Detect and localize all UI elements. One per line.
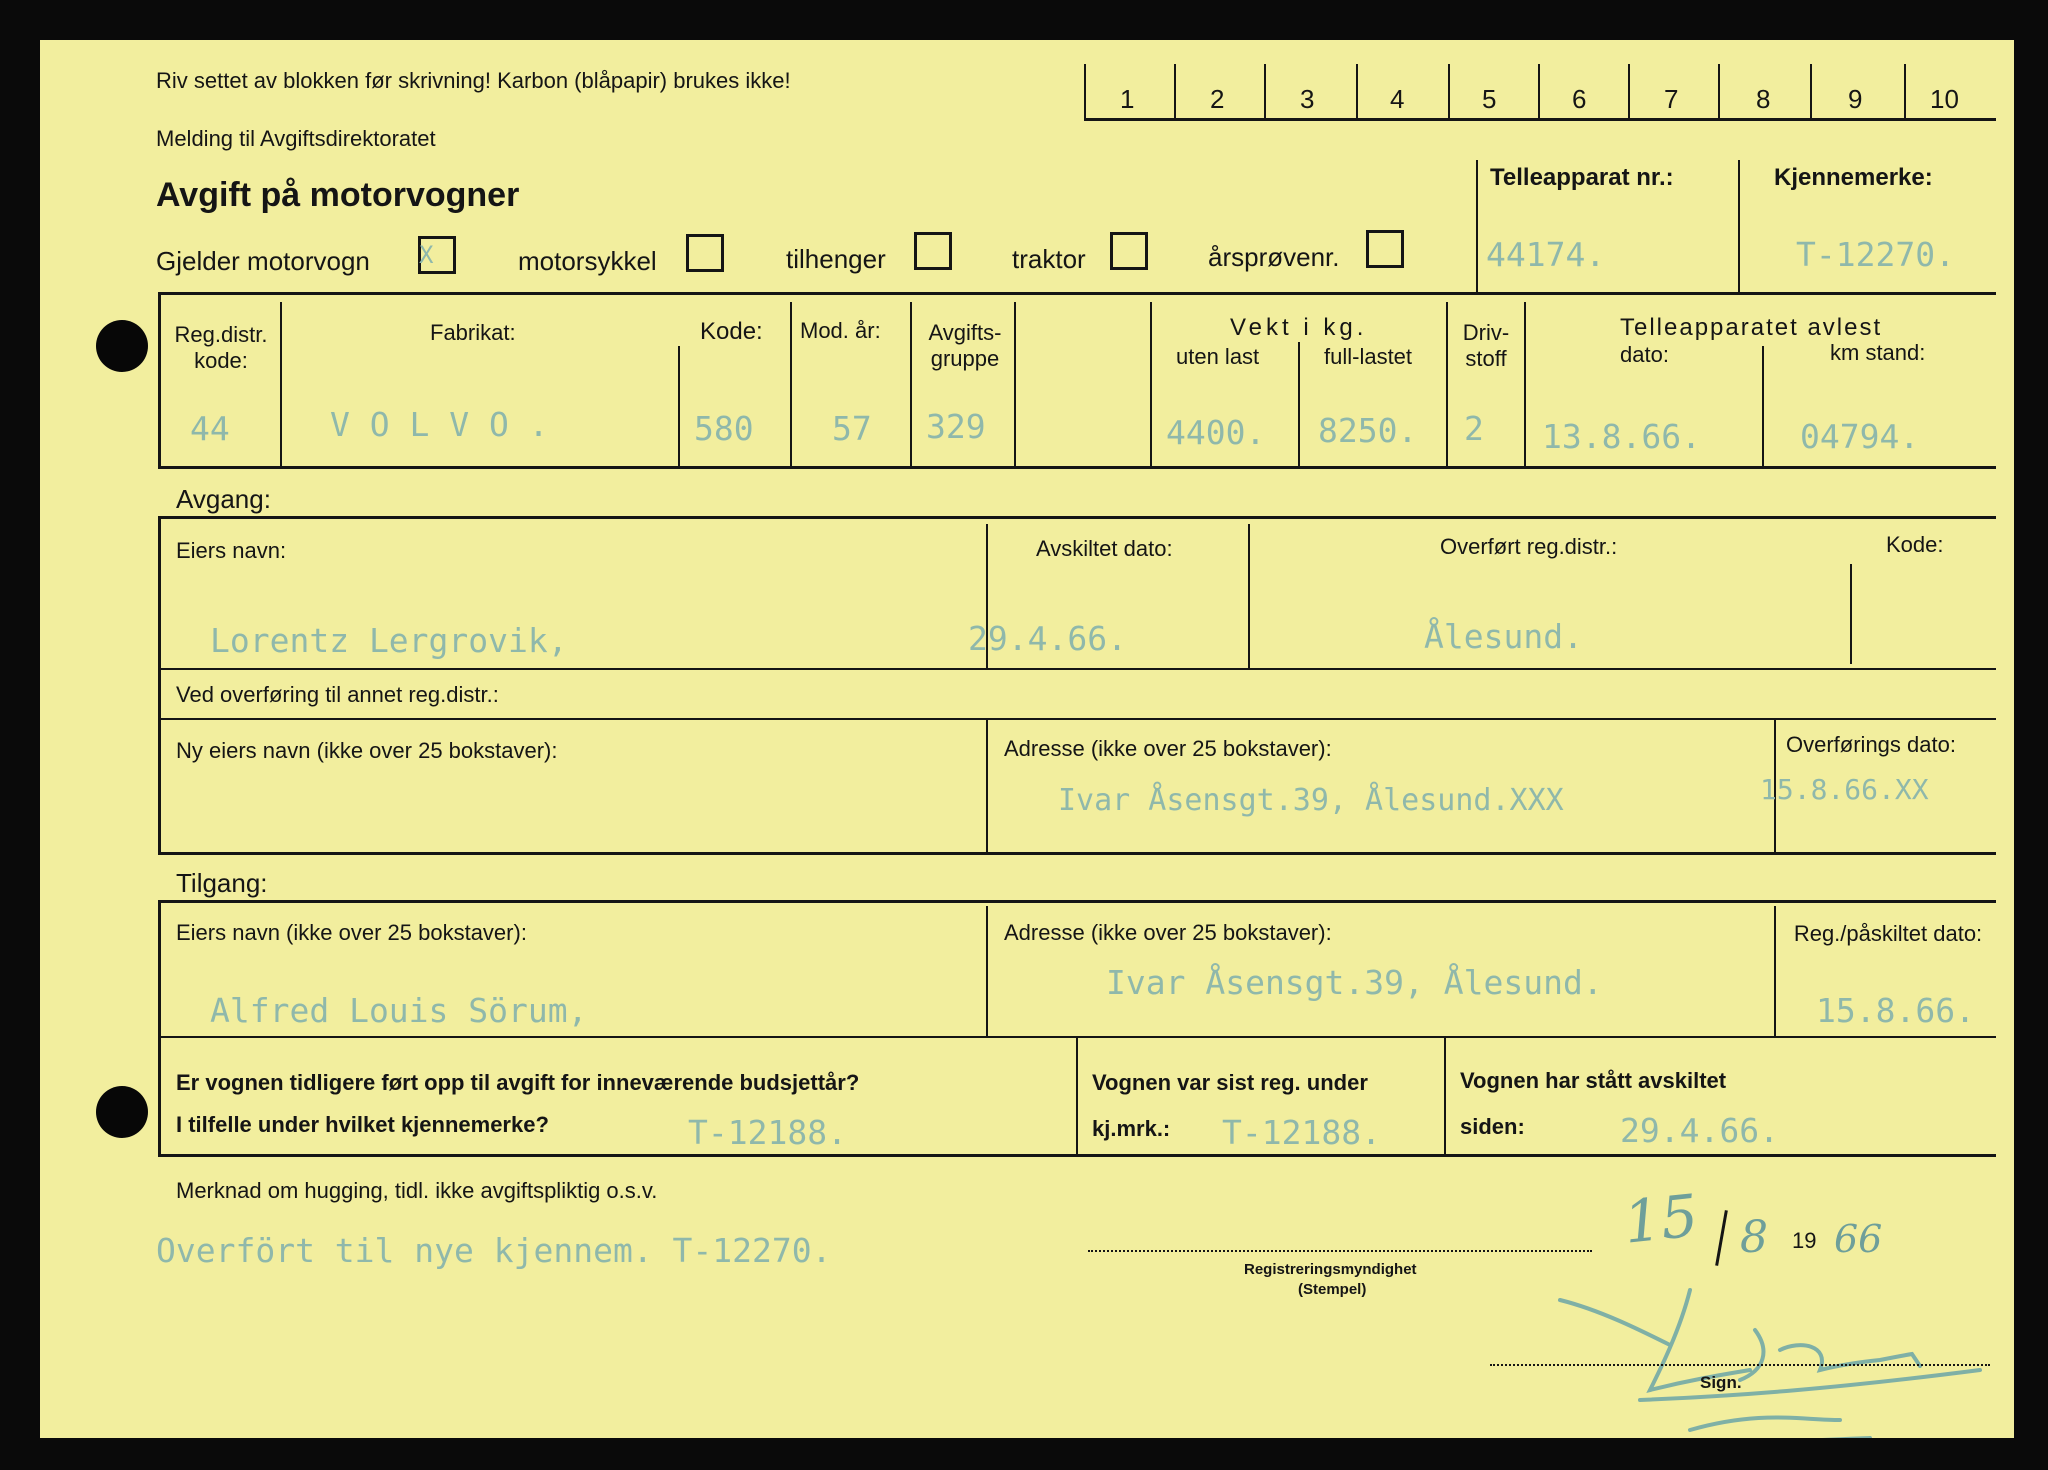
full-lastet-label: full-lastet <box>1324 344 1413 369</box>
tilgang-heading: Tilgang: <box>176 868 268 898</box>
overfort-value[interactable]: Ålesund. <box>1424 617 1583 656</box>
number-4: 4 <box>1390 84 1405 114</box>
drivstoff-label: Driv- stoff <box>1462 320 1510 371</box>
year-suffix[interactable]: 66 <box>1834 1217 1883 1261</box>
sist-reg-line1: Vognen var sist reg. under <box>1092 1070 1368 1095</box>
date-slash <box>1715 1210 1728 1266</box>
avgang-heading: Avgang: <box>176 484 271 514</box>
telleapparat-label: Telleapparat nr.: <box>1490 164 1674 191</box>
regpaskiltet-label: Reg./påskiltet dato: <box>1793 921 1983 946</box>
sign-label: Sign. <box>1700 1373 1742 1392</box>
uten-last-label: uten last <box>1176 344 1260 369</box>
recipient-text: Melding til Avgiftsdirektoratet <box>156 126 436 151</box>
avskiltet-value[interactable]: 29.4.66. <box>968 619 1127 658</box>
number-6: 6 <box>1572 84 1587 114</box>
number-7: 7 <box>1664 84 1679 114</box>
avgang-eier-value[interactable]: Lorentz Lergrovik, <box>210 621 568 660</box>
punch-hole-bottom <box>96 1086 148 1138</box>
checkbox-motorsykkel[interactable] <box>686 234 724 272</box>
previous-question-line2: I tilfelle under hvilket kjennemerke? <box>176 1112 549 1137</box>
traktor-label: traktor <box>1012 244 1086 274</box>
checkbox-tilhenger[interactable] <box>914 232 952 270</box>
tilgang-adresse-label: Adresse (ikke over 25 bokstaver): <box>1004 920 1332 945</box>
avgang-eier-label: Eiers navn: <box>176 538 287 563</box>
tilhenger-label: tilhenger <box>786 244 886 274</box>
avlest-label: Telleapparatet avlest <box>1620 314 1883 341</box>
avskiltet-siden-value[interactable]: 29.4.66. <box>1620 1111 1779 1150</box>
tilgang-eier-label: Eiers navn (ikke over 25 bokstaver): <box>176 920 527 945</box>
kjennemerke-value[interactable]: T-12270. <box>1796 235 1955 274</box>
sign-line <box>1490 1364 1990 1366</box>
kjennemerke-label: Kjennemerke: <box>1774 164 1933 191</box>
number-9: 9 <box>1848 84 1863 114</box>
avgang-adresse-value[interactable]: Ivar Åsensgt.39, Ålesund.XXX <box>1058 783 1564 818</box>
fabrikat-value[interactable]: V O L V O . <box>330 405 549 444</box>
signature-scribble <box>1540 1270 2014 1438</box>
overfort-label: Overført reg.distr.: <box>1440 534 1618 559</box>
regdistr-value[interactable]: 44 <box>190 409 230 448</box>
full-lastet-value[interactable]: 8250. <box>1318 411 1418 450</box>
vehicle-type-prefix: Gjelder motorvogn <box>156 246 370 276</box>
kode-value[interactable]: 580 <box>694 409 754 448</box>
form-card <box>40 40 2014 1438</box>
number-1: 1 <box>1120 84 1135 114</box>
date-day[interactable]: 15 <box>1620 1181 1702 1257</box>
date-month[interactable]: 8 <box>1740 1212 1768 1263</box>
punch-hole-top <box>96 320 148 372</box>
regpaskiltet-value[interactable]: 15.8.66. <box>1816 991 1975 1030</box>
avgang-kode-label: Kode: <box>1886 532 1944 557</box>
km-label: km stand: <box>1830 340 1926 365</box>
tilgang-adresse-value[interactable]: Ivar Åsensgt.39, Ålesund. <box>1106 963 1603 1002</box>
number-3: 3 <box>1300 84 1315 114</box>
arsprovenr-label: årsprøvenr. <box>1208 242 1340 272</box>
avskiltet-siden-line2: siden: <box>1460 1114 1525 1139</box>
avgiftsgruppe-value[interactable]: 329 <box>926 407 986 446</box>
fabrikat-label: Fabrikat: <box>430 320 516 345</box>
number-2: 2 <box>1210 84 1225 114</box>
stamp-label-1: Registreringsmyndighet <box>1244 1261 1417 1278</box>
regdistr-label: Reg.distr. kode: <box>174 322 268 373</box>
modar-value[interactable]: 57 <box>832 409 872 448</box>
number-5: 5 <box>1482 84 1497 114</box>
kode-label: Kode: <box>700 318 763 345</box>
modar-label: Mod. år: <box>800 318 881 343</box>
telleapparat-value[interactable]: 44174. <box>1486 235 1606 274</box>
drivstoff-value[interactable]: 2 <box>1464 409 1484 448</box>
sist-reg-value[interactable]: T-12188. <box>1222 1113 1381 1152</box>
year-prefix: 19 <box>1792 1228 1817 1253</box>
avgang-adresse-label: Adresse (ikke over 25 bokstaver): <box>1004 736 1332 761</box>
ny-eier-label: Ny eiers navn (ikke over 25 bokstaver): <box>176 738 558 763</box>
previous-question-value[interactable]: T-12188. <box>688 1113 847 1152</box>
dato-value[interactable]: 13.8.66. <box>1542 417 1701 456</box>
motorvogn-mark: X <box>419 241 434 269</box>
km-value[interactable]: 04794. <box>1800 417 1920 456</box>
avskiltet-siden-line1: Vognen har stått avskiltet <box>1460 1068 1727 1093</box>
checkbox-traktor[interactable] <box>1110 232 1148 270</box>
avgiftsgruppe-label: Avgifts- gruppe <box>928 320 1002 371</box>
dato-label: dato: <box>1620 342 1669 367</box>
stamp-line <box>1088 1250 1592 1252</box>
vekt-label: Vekt i kg. <box>1230 314 1368 341</box>
number-8: 8 <box>1756 84 1771 114</box>
instruction-text: Riv settet av blokken før skrivning! Karbon (blåpapir) brukes ikke! <box>156 68 791 93</box>
form-title: Avgift på motorvogner <box>156 176 520 214</box>
number-10: 10 <box>1930 84 1959 114</box>
ved-overforing-label: Ved overføring til annet reg.distr.: <box>176 682 499 707</box>
overforings-dato-label: Overførings dato: <box>1786 732 1956 757</box>
overforings-dato-value[interactable]: 15.8.66.XX <box>1760 773 1929 806</box>
sist-reg-line2: kj.mrk.: <box>1092 1116 1171 1141</box>
merknad-label: Merknad om hugging, tidl. ikke avgiftspliktig o.s.v. <box>176 1178 658 1203</box>
previous-question-line1: Er vognen tidligere ført opp til avgift for inneværende budsjettår? <box>176 1070 860 1095</box>
checkbox-arsprovenr[interactable] <box>1366 230 1404 268</box>
uten-last-value[interactable]: 4400. <box>1166 413 1266 452</box>
merknad-value[interactable]: Overfört til nye kjennem. T-12270. <box>156 1231 832 1270</box>
tilgang-eier-value[interactable]: Alfred Louis Sörum, <box>210 991 588 1030</box>
checkbox-motorvogn[interactable] <box>418 236 456 274</box>
avskiltet-label: Avskiltet dato: <box>1036 536 1173 561</box>
stamp-label-2: (Stempel) <box>1298 1281 1367 1298</box>
motorsykkel-label: motorsykkel <box>518 246 657 276</box>
